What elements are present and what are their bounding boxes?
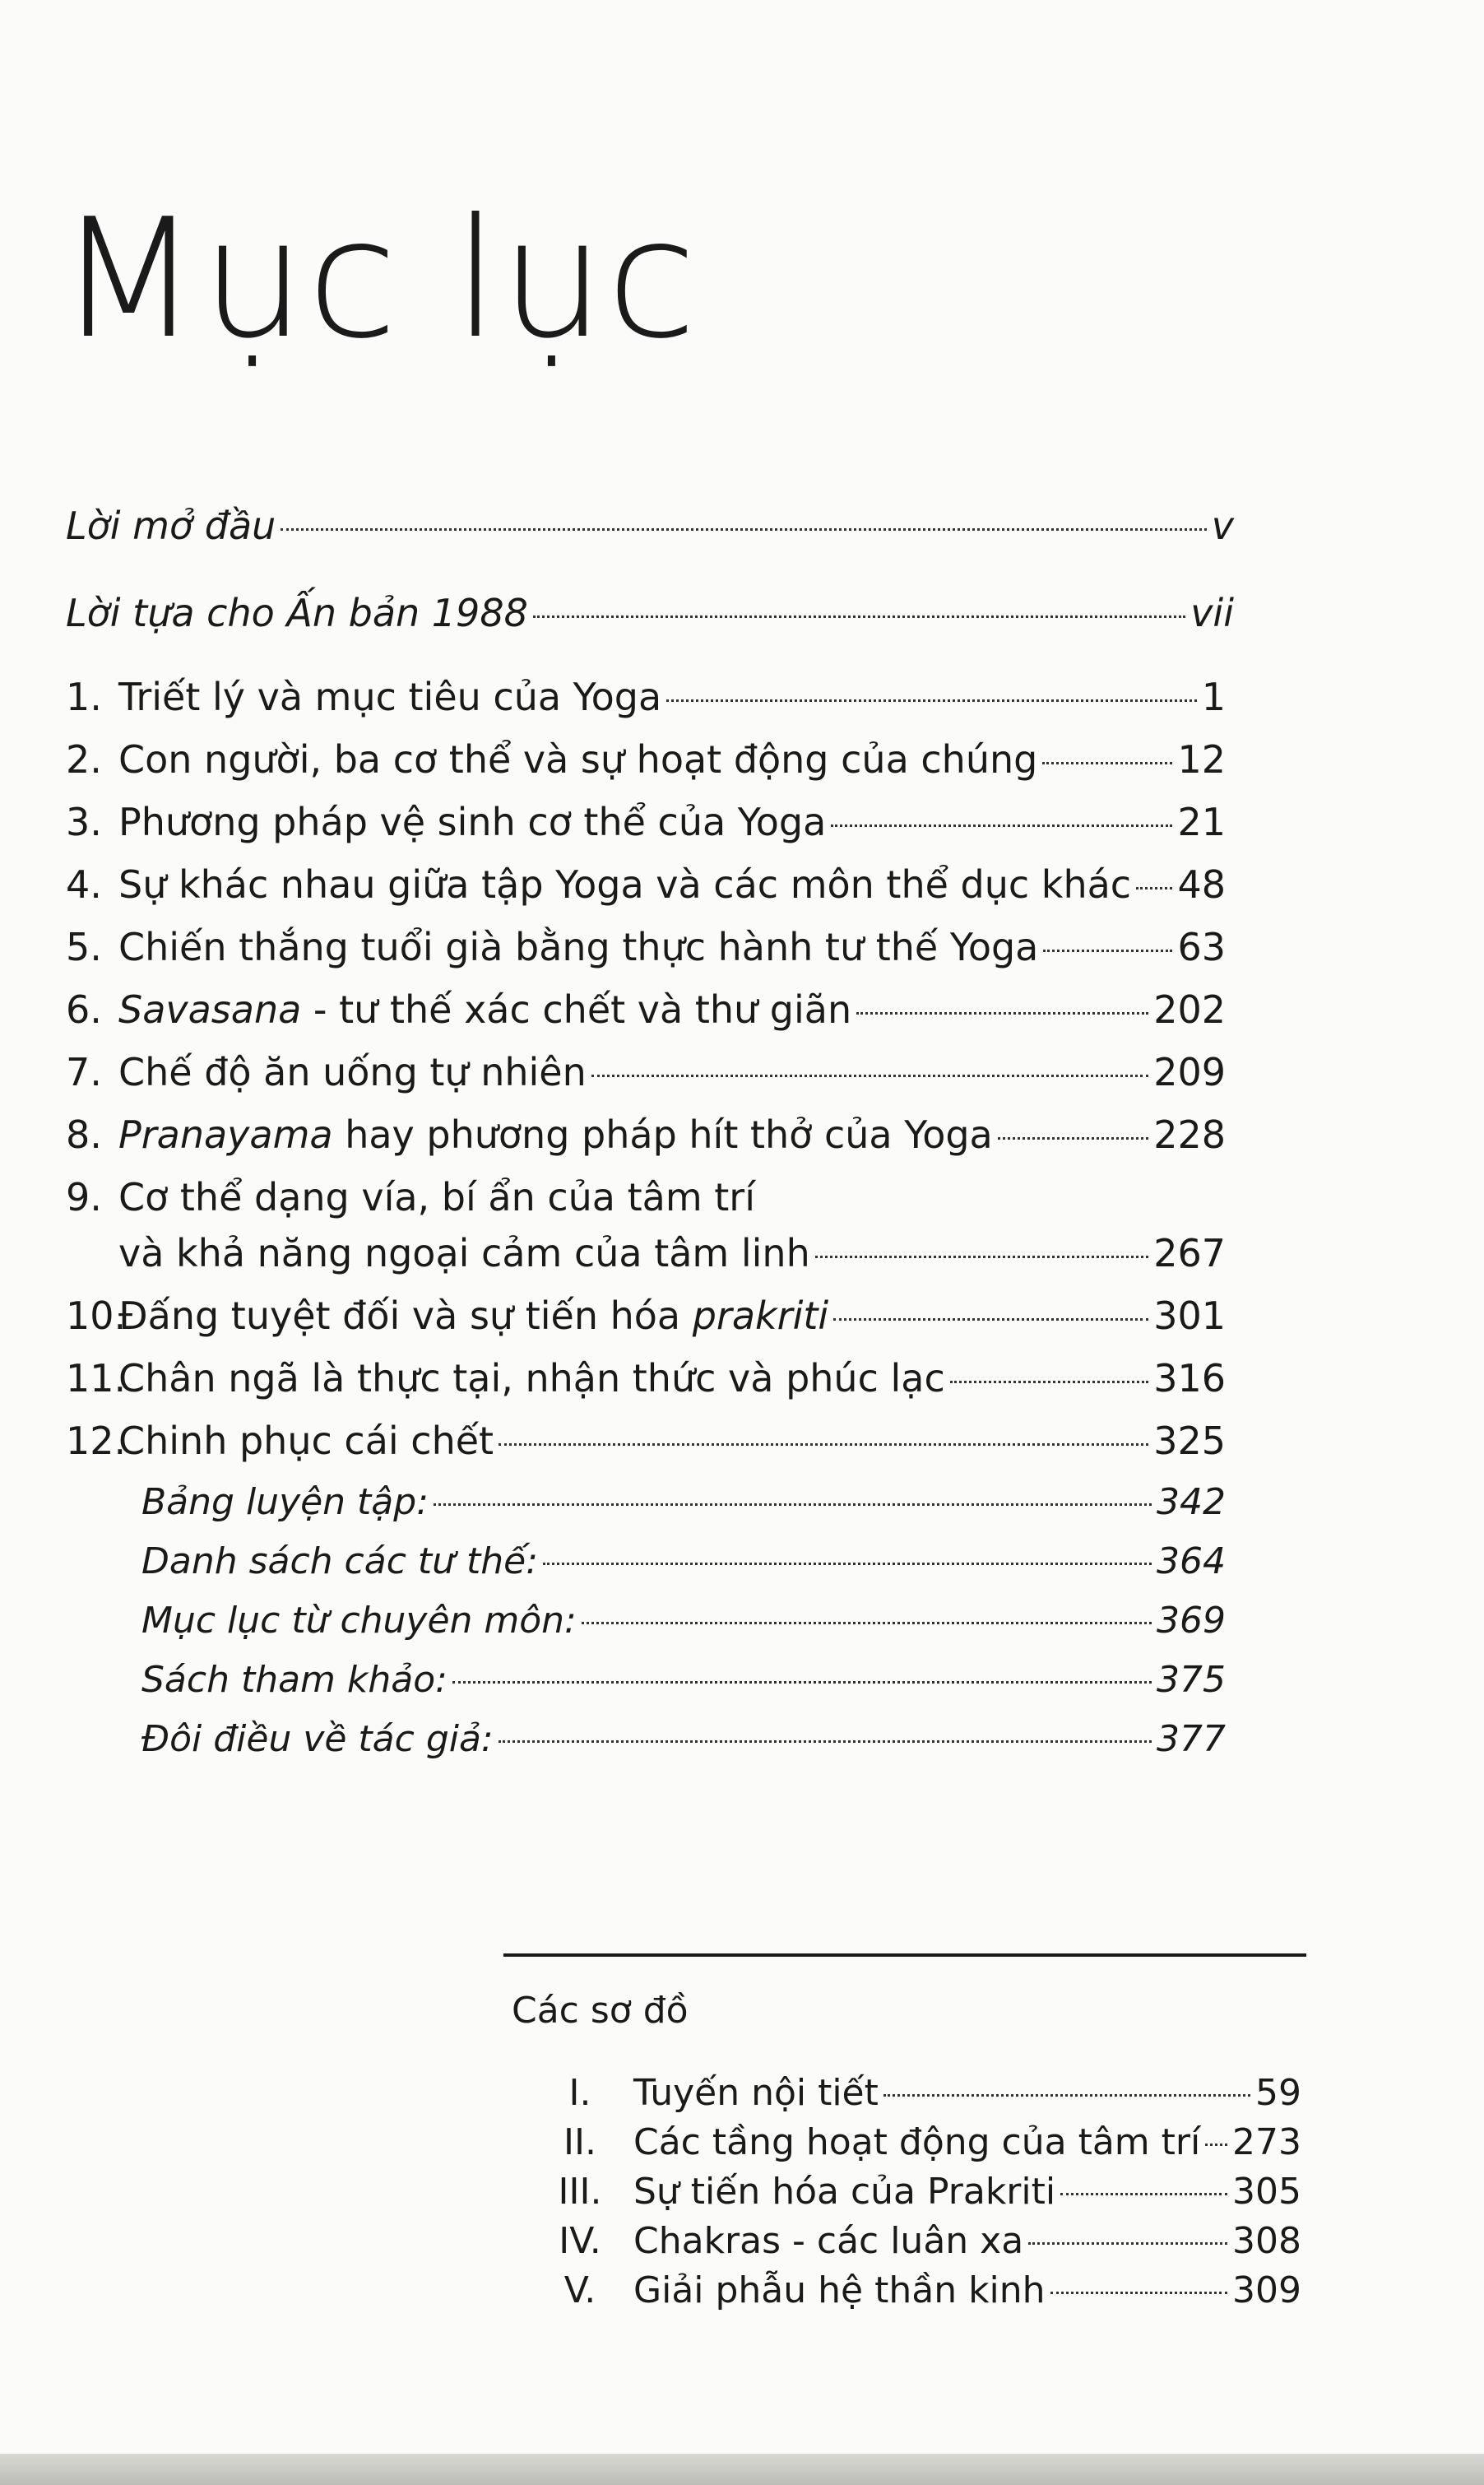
toc-entry-label: Bảng luyện tập: <box>141 1481 429 1523</box>
diagram-page: 309 <box>1232 2269 1301 2311</box>
toc-entry[interactable] <box>141 1600 1226 1665</box>
dot-leader <box>452 1681 1152 1684</box>
chapter-number: 5. <box>66 925 102 969</box>
page-title: Mục lục <box>58 183 699 375</box>
diagram-title: Sự tiến hóa của Prakriti <box>633 2171 1056 2213</box>
toc-entry-page: 375 <box>1157 1659 1226 1701</box>
chapter-title: Chinh phục cái chết <box>118 1419 494 1463</box>
diagram-page: 59 <box>1255 2072 1301 2114</box>
dot-leader <box>499 1740 1152 1743</box>
chapter-title: Chiến thắng tuổi già bằng thực hành tư thế Yoga <box>118 925 1039 969</box>
chapter-entry[interactable] <box>66 862 1226 928</box>
toc-entry-page: 342 <box>1157 1481 1226 1523</box>
chapter-number: 3. <box>66 800 102 844</box>
chapter-number: 2. <box>66 737 102 782</box>
chapter-entry[interactable] <box>66 1050 1226 1116</box>
toc-entry[interactable] <box>141 1718 1226 1784</box>
diagram-entry[interactable] <box>526 2072 1301 2121</box>
diagram-title: Chakras - các luân xa <box>633 2220 1024 2262</box>
diagram-number: IV. <box>559 2220 601 2262</box>
chapter-page: 1 <box>1201 675 1226 719</box>
chapter-title: Sự khác nhau giữa tập Yoga và các môn thể dục khác <box>118 862 1132 907</box>
dot-leader <box>281 528 1206 531</box>
chapter-title: Phương pháp vệ sinh cơ thể của Yoga <box>118 800 827 844</box>
diagram-number: III. <box>558 2171 602 2213</box>
chapter-title <box>118 987 851 1032</box>
dot-leader <box>831 824 1172 827</box>
chapter-entry-continuation[interactable] <box>118 1231 1226 1297</box>
chapter-entry[interactable] <box>66 737 1226 803</box>
dot-leader <box>1050 2292 1227 2294</box>
dot-leader <box>543 1563 1152 1565</box>
toc-entry[interactable] <box>141 1481 1226 1547</box>
diagram-title: Giải phẫu hệ thần kinh <box>633 2269 1046 2311</box>
chapter-title: Chân ngã là thực tại, nhận thức và phúc lạc <box>118 1356 945 1400</box>
toc-entry[interactable] <box>141 1659 1226 1725</box>
chapter-page: 316 <box>1153 1356 1226 1400</box>
dot-leader <box>1205 2144 1227 2146</box>
toc-entry-label: Danh sách các tư thế: <box>141 1540 539 1582</box>
chapter-entry[interactable] <box>66 1175 1226 1224</box>
chapter-title-italic: Pranayama <box>118 1112 333 1157</box>
chapter-number: 7. <box>66 1050 102 1094</box>
chapter-number: 1. <box>66 675 102 719</box>
chapter-entry[interactable] <box>66 1112 1226 1178</box>
toc-entry-page: v <box>1211 504 1234 548</box>
chapter-entry[interactable] <box>66 800 1226 866</box>
diagrams-heading: Các sơ đồ <box>512 1990 689 2032</box>
chapter-entry[interactable] <box>66 675 1226 741</box>
chapter-entry[interactable] <box>66 1294 1226 1359</box>
dot-leader <box>815 1256 1148 1258</box>
chapter-title <box>118 1294 828 1338</box>
chapter-number: 8. <box>66 1112 102 1157</box>
chapter-title: Con người, ba cơ thể và sự hoạt động của chúng <box>118 737 1038 782</box>
dot-leader <box>582 1622 1152 1624</box>
toc-entry-label: Lời mở đầu <box>66 504 276 548</box>
dot-leader <box>998 1137 1148 1140</box>
chapter-page: 267 <box>1153 1231 1226 1275</box>
chapter-title-continuation: và khả năng ngoại cảm của tâm linh <box>118 1231 810 1275</box>
dot-leader <box>666 699 1197 702</box>
section-divider <box>503 1953 1306 1957</box>
chapter-page: 63 <box>1177 925 1226 969</box>
chapter-entry[interactable] <box>66 925 1226 991</box>
diagram-page: 308 <box>1232 2220 1301 2262</box>
chapter-entry[interactable] <box>66 1356 1226 1422</box>
scan-edge <box>0 2454 1484 2485</box>
chapter-page: 325 <box>1153 1419 1226 1463</box>
chapter-title: Chế độ ăn uống tự nhiên <box>118 1050 587 1094</box>
chapter-page: 48 <box>1177 862 1226 907</box>
chapter-title-italic: Savasana <box>118 987 302 1032</box>
diagram-entry[interactable] <box>526 2269 1301 2319</box>
diagram-number: V. <box>563 2269 596 2311</box>
dot-leader <box>833 1318 1148 1321</box>
chapter-page: 202 <box>1153 987 1226 1032</box>
chapter-title <box>118 1112 993 1157</box>
chapter-title: Cơ thể dạng vía, bí ẩn của tâm trí <box>118 1175 756 1219</box>
chapter-page: 301 <box>1153 1294 1226 1338</box>
chapter-number: 11. <box>66 1356 127 1400</box>
chapter-number: 6. <box>66 987 102 1032</box>
dot-leader <box>591 1075 1148 1077</box>
diagram-title: Các tầng hoạt động của tâm trí <box>633 2121 1201 2163</box>
chapter-page: 12 <box>1177 737 1226 782</box>
chapter-title-rest: - tư thế xác chết và thư giãn <box>301 987 852 1032</box>
diagram-entry[interactable] <box>526 2121 1301 2171</box>
diagram-page: 305 <box>1232 2171 1301 2213</box>
chapter-entry[interactable] <box>66 1419 1226 1484</box>
toc-entry-page: vii <box>1190 591 1234 635</box>
toc-entry-page: 377 <box>1157 1718 1226 1760</box>
chapter-page: 209 <box>1153 1050 1226 1094</box>
dot-leader <box>434 1503 1152 1506</box>
chapter-number: 4. <box>66 862 102 907</box>
chapter-number: 9. <box>66 1175 102 1219</box>
toc-entry-label: Đôi điều về tác giả: <box>141 1718 494 1760</box>
diagram-title: Tuyến nội tiết <box>633 2072 879 2114</box>
dot-leader <box>1042 762 1172 764</box>
diagram-entry[interactable] <box>526 2220 1301 2269</box>
dot-leader <box>883 2094 1250 2097</box>
toc-entry-page: 364 <box>1157 1540 1226 1582</box>
toc-entry[interactable] <box>66 504 1234 569</box>
dot-leader <box>533 615 1185 618</box>
chapter-page: 228 <box>1153 1112 1226 1157</box>
chapter-page: 21 <box>1177 800 1226 844</box>
chapter-title-rest: Đấng tuyệt đối và sự tiến hóa <box>118 1294 693 1338</box>
dot-leader <box>1028 2242 1227 2245</box>
dot-leader <box>1060 2193 1227 2195</box>
chapter-title-rest: hay phương pháp hít thở của Yoga <box>332 1112 993 1157</box>
dot-leader <box>1136 887 1172 889</box>
toc-entry-label: Mục lục từ chuyên môn: <box>141 1600 577 1642</box>
diagram-page: 273 <box>1232 2121 1301 2163</box>
chapter-entry[interactable] <box>66 987 1226 1053</box>
dot-leader <box>1043 950 1172 952</box>
toc-entry-page: 369 <box>1157 1600 1226 1642</box>
chapter-title-italic: prakriti <box>692 1294 829 1338</box>
diagram-number: I. <box>568 2072 591 2114</box>
toc-entry[interactable] <box>66 591 1234 657</box>
toc-entry-label: Lời tựa cho Ấn bản 1988 <box>66 591 528 635</box>
toc-entry[interactable] <box>141 1540 1226 1606</box>
dot-leader <box>950 1381 1148 1383</box>
chapter-number: 12. <box>66 1419 127 1463</box>
dot-leader <box>856 1012 1148 1015</box>
chapter-number: 10. <box>66 1294 127 1338</box>
chapter-title: Triết lý và mục tiêu của Yoga <box>118 675 662 719</box>
toc-entry-label: Sách tham khảo: <box>141 1659 448 1701</box>
diagram-number: II. <box>563 2121 596 2163</box>
diagram-entry[interactable] <box>526 2171 1301 2220</box>
dot-leader <box>499 1443 1148 1446</box>
